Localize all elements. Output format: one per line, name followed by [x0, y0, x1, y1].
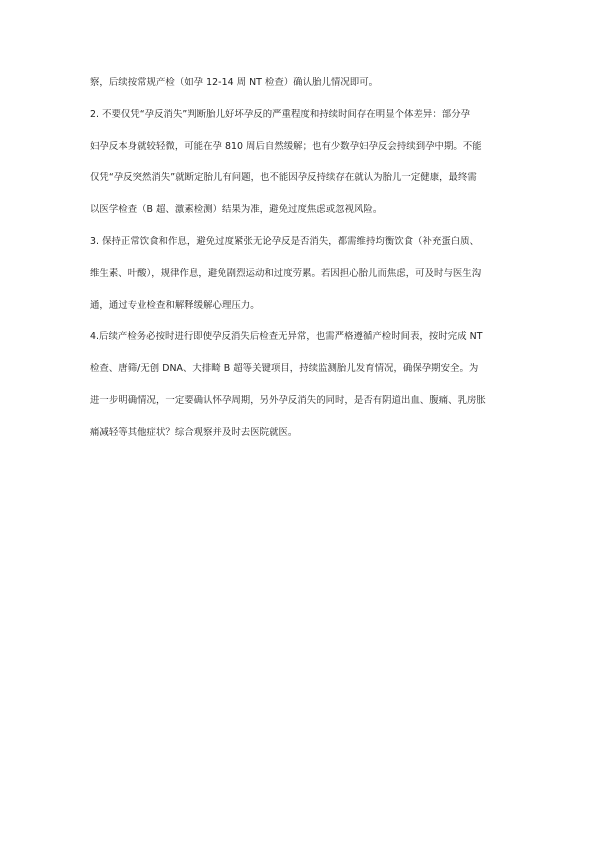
text-line: 检查、唐筛/无创 DNA、大排畸 B 超等关键项目，持续监测胎儿发育情况，确保孕期安全。为: [90, 363, 479, 375]
text-line: 察，后续按常规产检（如孕 12-14 周 NT 检查）确认胎儿情况即可。: [90, 77, 379, 88]
text-line: 维生素、叶酸），规律作息，避免剧烈运动和过度劳累。若因担心胎儿而焦虑，可及时与医生沟: [90, 267, 482, 279]
text-line: 妇孕反本身就较轻微，可能在孕 810 周后自然缓解；也有少数孕妇孕反会持续到孕中期。不能: [90, 140, 482, 152]
text-line: 2. 不要仅凭“孕反消失”判断胎儿好坏孕反的严重程度和持续时间存在明显个体差异：部分孕: [90, 108, 471, 120]
text-line: 通，通过专业检查和解释缓解心理压力。: [90, 299, 260, 311]
document-body: [90, 77, 515, 439]
text-line: 进一步明确情况，一定要确认怀孕周期，另外孕反消失的同时，是否有阴道出血、腹痛、乳房胀: [90, 394, 486, 406]
text-line: 4.后续产检务必按时进行即使孕反消失后检查无异常，也需严格遵循产检时间表，按时完成 NT: [90, 331, 483, 343]
text-line: 痛减轻等其他症状？综合观察并及时去医院就医。: [90, 426, 298, 438]
text-line: 以医学检查（B 超、激素检测）结果为准，避免过度焦虑或忽视风险。: [90, 204, 383, 216]
text-line: 仅凭“孕反突然消失”就断定胎儿有问题，也不能因孕反持续存在就认为胎儿一定健康，最终需: [90, 172, 477, 184]
text-line: 3. 保持正常饮食和作息，避免过度紧张无论孕反是否消失，都需维持均衡饮食（补充蛋白质、: [90, 235, 480, 247]
